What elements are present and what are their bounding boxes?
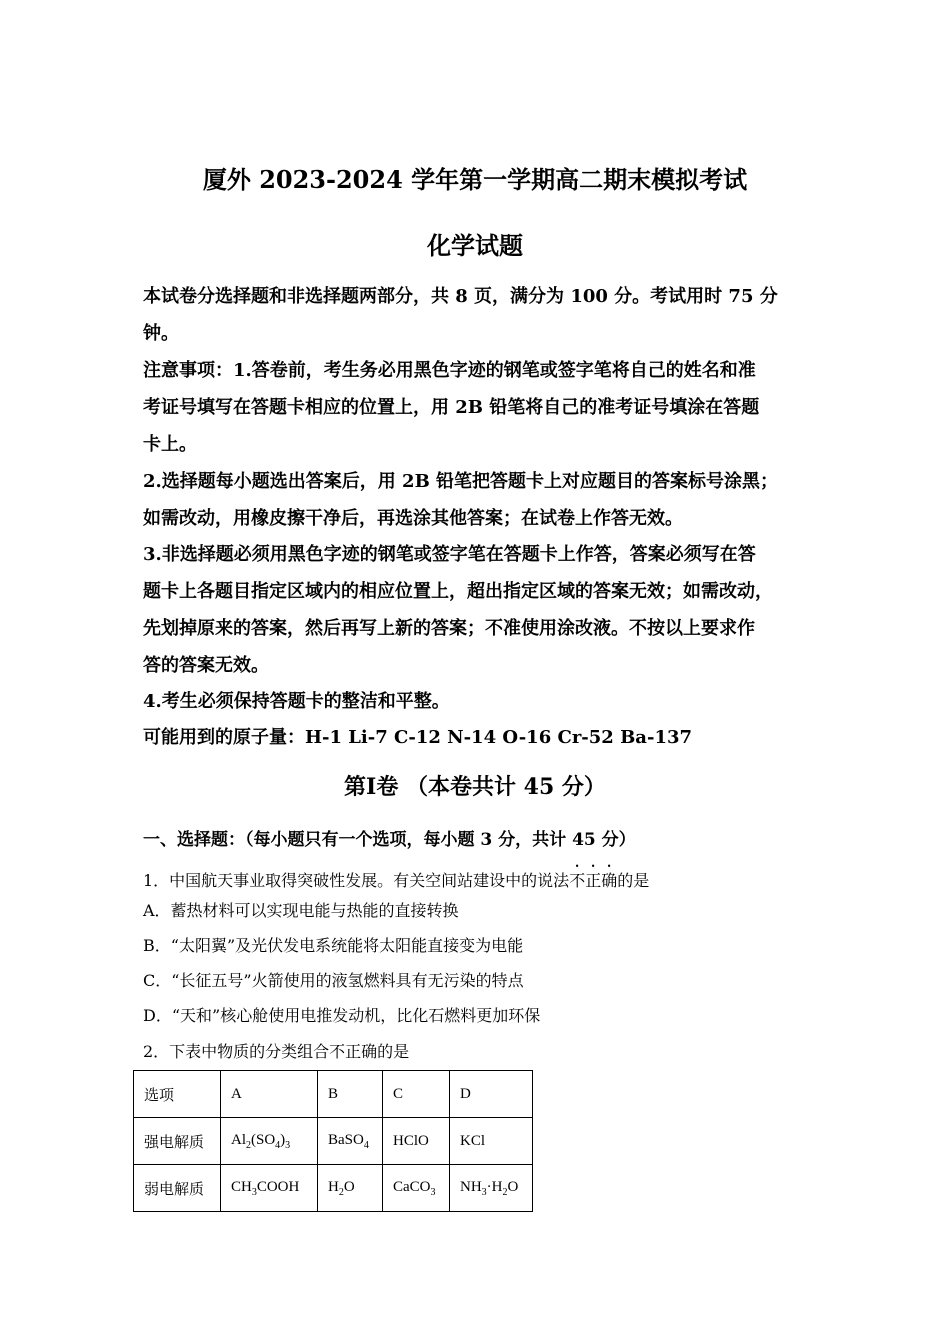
- part1-title: 第Ⅰ卷 （本卷共计 45 分）: [344, 774, 606, 800]
- question-2-stem: 2．下表中物质的分类组合不正确的是: [143, 1042, 410, 1061]
- formula-subscript: 4: [363, 1139, 369, 1151]
- instruction-line-2: 钟。: [143, 323, 179, 344]
- table-row: [134, 1118, 533, 1165]
- section-heading: 一、选择题：（每小题只有一个选项，每小题 3 分，共计 45 分）: [143, 830, 636, 850]
- formula-part: Al: [231, 1131, 246, 1148]
- table-header-cell: D: [450, 1071, 533, 1118]
- formula-part: BaSO: [328, 1131, 364, 1148]
- formula-subscript: 3: [285, 1139, 291, 1151]
- instruction-line-8: 3.非选择题必须用黑色字迹的钢笔或签字笔在答题卡上作答，答案必须写在答: [143, 544, 756, 565]
- table-header-cell: C: [383, 1071, 450, 1118]
- exam-title: 厦外 2023-2024 学年第一学期高二期末模拟考试: [202, 165, 748, 194]
- q1-option-d: D．“天和”核心舱使用电推发动机，比化石燃料更加环保: [143, 1006, 541, 1025]
- question-1-stem: [143, 862, 649, 891]
- q1-option-b: B．“太阳翼”及光伏发电系统能将太阳能直接变为电能: [143, 936, 524, 955]
- instruction-line-7: 如需改动，用橡皮擦干净后，再选涂其他答案；在试卷上作答无效。: [143, 508, 683, 529]
- table-header-cell: 选项: [134, 1071, 221, 1118]
- cell-c-weak: [383, 1165, 450, 1212]
- instruction-line-5: 卡上。: [143, 434, 197, 455]
- formula-subscript: 2: [246, 1139, 251, 1151]
- row-label-weak: 弱电解质: [134, 1165, 221, 1212]
- cell-d-strong: KCl: [450, 1118, 533, 1165]
- cell-d-weak: [450, 1165, 533, 1212]
- instruction-line-10: 先划掉原来的答案，然后再写上新的答案；不准使用涂改液。不按以上要求作: [143, 618, 755, 639]
- table-header-cell: A: [221, 1071, 318, 1118]
- instruction-line-3: 注意事项：1.答卷前，考生务必用黑色字迹的钢笔或签字笔将自己的姓名和准: [143, 360, 756, 381]
- formula-part: NH: [460, 1178, 482, 1195]
- formula-part: ·H: [486, 1178, 503, 1195]
- cell-c-strong: HClO: [383, 1118, 450, 1165]
- q1-stem-before: 1．中国航天事业取得突破性发展。有关空间站建设中的说法: [143, 871, 570, 890]
- formula-part: H: [328, 1178, 339, 1195]
- instruction-line-12: 4.考生必须保持答题卡的整洁和平整。: [143, 691, 450, 712]
- formula-subscript: 3: [430, 1186, 436, 1198]
- table-header-cell: B: [318, 1071, 383, 1118]
- exam-subtitle: 化学试题: [427, 231, 523, 260]
- formula-subscript: 2: [338, 1186, 344, 1198]
- formula-subscript: 4: [275, 1139, 281, 1151]
- formula-part: O: [343, 1178, 355, 1195]
- row-label-strong: 强电解质: [134, 1118, 221, 1165]
- formula-part: COOH: [256, 1178, 300, 1195]
- q1-option-a: A．蓄热材料可以实现电能与热能的直接转换: [143, 901, 459, 920]
- instruction-line-4: 考证号填写在答题卡相应的位置上，用 2B 铅笔将自己的准考证号填涂在答题: [143, 397, 760, 418]
- formula-part: CH: [231, 1178, 252, 1195]
- q1-stem-emphasis: 不正确: [569, 871, 618, 890]
- instruction-line-9: 题卡上各题目指定区域内的相应位置上，超出指定区域的答案无效；如需改动，: [143, 581, 773, 602]
- table-row: [134, 1071, 533, 1118]
- instruction-line-6: 2.选择题每小题选出答案后，用 2B 铅笔把答题卡上对应题目的答案标号涂黑；: [143, 471, 779, 492]
- cell-b-strong: [318, 1118, 383, 1165]
- q1-option-c: C．“长征五号”火箭使用的液氢燃料具有无污染的特点: [143, 971, 524, 990]
- q1-stem-after: 的是: [617, 871, 650, 890]
- cell-a-weak: [221, 1165, 318, 1212]
- table-row: [134, 1165, 533, 1212]
- cell-b-weak: [318, 1165, 383, 1212]
- formula-subscript: 2: [502, 1186, 508, 1198]
- classification-table: [133, 1070, 533, 1212]
- formula-subscript: 3: [481, 1186, 487, 1198]
- atomic-mass-line: 可能用到的原子量：H-1 Li-7 C-12 N-14 O-16 Cr-52 Ba-137: [143, 727, 693, 748]
- instruction-line-11: 答的答案无效。: [143, 655, 269, 676]
- formula-part: O: [507, 1178, 519, 1195]
- formula-part: ): [280, 1131, 286, 1148]
- instruction-line-1: 本试卷分选择题和非选择题两部分，共 8 页，满分为 100 分。考试用时 75 分: [143, 286, 778, 307]
- formula-part: CaCO: [393, 1178, 431, 1195]
- cell-a-strong: [221, 1118, 318, 1165]
- formula-subscript: 3: [251, 1186, 257, 1198]
- formula-part: (SO: [251, 1131, 276, 1148]
